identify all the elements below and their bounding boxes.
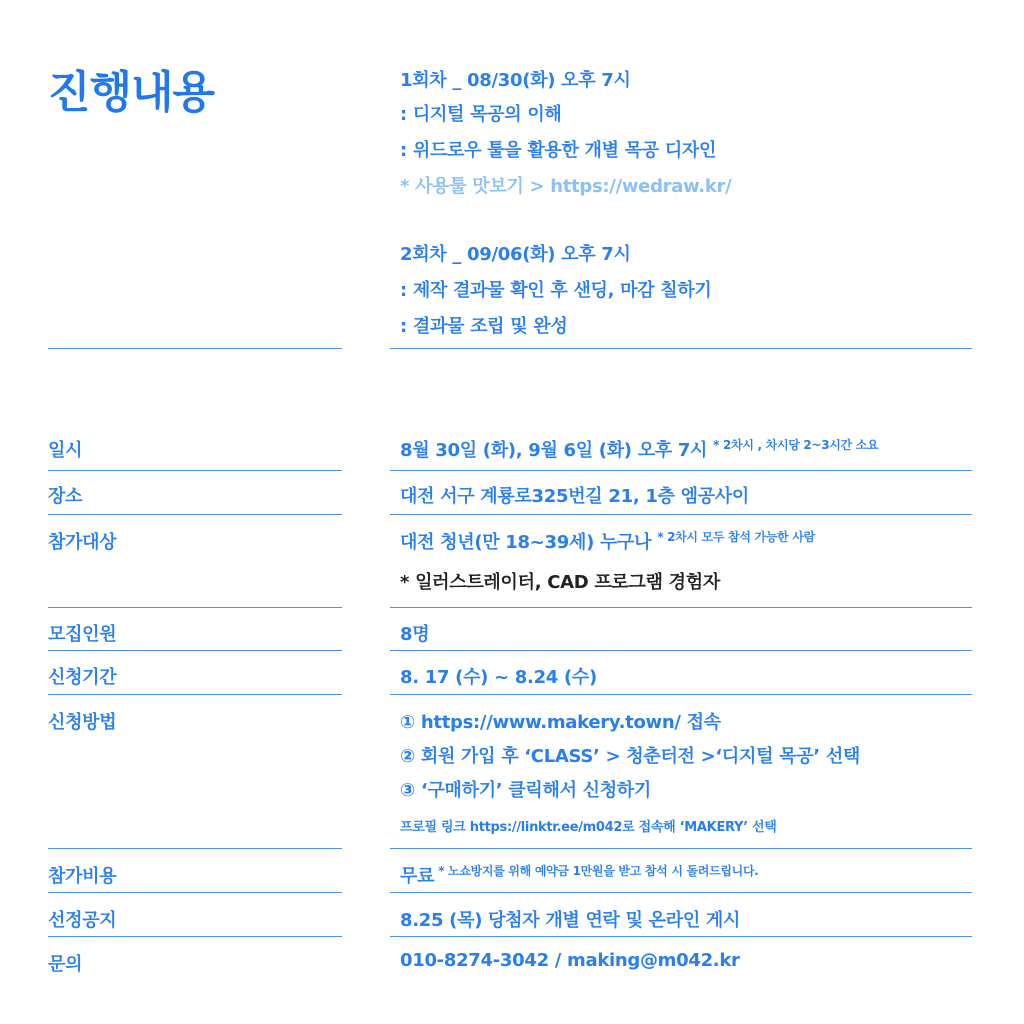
divider xyxy=(48,607,342,608)
label-contact: 문의 xyxy=(48,954,83,975)
divider xyxy=(390,470,972,471)
value-place: 대전 서구 계룡로325번길 21, 1층 엠공사이 xyxy=(400,486,749,507)
divider xyxy=(390,607,972,608)
method-step1[interactable]: ① https://www.makery.town/ 접속 xyxy=(400,712,721,733)
divider xyxy=(48,848,342,849)
session1-header: 1회차 _ 08/30(화) 오후 7시 xyxy=(400,70,631,91)
label-date: 일시 xyxy=(48,440,83,461)
value-period: 8. 17 (수) ~ 8.24 (수) xyxy=(400,667,597,688)
label-place: 장소 xyxy=(48,486,83,507)
value-fee xyxy=(400,862,759,888)
fee-text: 무료 xyxy=(400,866,435,887)
fee-note: * 노쇼방지를 위해 예약금 1만원을 받고 참석 시 돌려드립니다. xyxy=(438,864,759,878)
divider xyxy=(390,694,972,695)
session2-line2: : 결과물 조립 및 완성 xyxy=(400,316,568,337)
method-step3: ③ ‘구매하기’ 클릭해서 신청하기 xyxy=(400,780,651,801)
divider xyxy=(48,650,342,651)
divider xyxy=(48,936,342,937)
divider xyxy=(390,892,972,893)
method-step2: ② 회원 가입 후 ‘CLASS’ > 청춘터전 >‘디지털 목공’ 선택 xyxy=(400,746,860,767)
label-notice: 선정공지 xyxy=(48,910,117,931)
label-target: 참가대상 xyxy=(48,532,117,553)
value-target xyxy=(400,528,815,554)
session1-line1: : 디지털 목공의 이해 xyxy=(400,104,562,125)
divider-left xyxy=(48,348,342,349)
divider xyxy=(390,514,972,515)
target-note: * 2차시 모두 참석 가능한 사람 xyxy=(657,530,815,544)
session1-line2: : 위드로우 툴을 활용한 개별 목공 디자인 xyxy=(400,140,717,161)
value-capacity: 8명 xyxy=(400,624,430,645)
divider xyxy=(390,936,972,937)
session2-header: 2회차 _ 09/06(화) 오후 7시 xyxy=(400,244,631,265)
divider-right xyxy=(390,348,972,349)
value-contact[interactable]: 010-8274-3042 / making@m042.kr xyxy=(400,950,740,971)
value-date xyxy=(400,436,878,462)
session2-line1: : 제작 결과물 확인 후 샌딩, 마감 칠하기 xyxy=(400,280,712,301)
divider xyxy=(390,650,972,651)
target-extra: * 일러스트레이터, CAD 프로그램 경험자 xyxy=(400,572,720,593)
date-text: 8월 30일 (화), 9월 6일 (화) 오후 7시 xyxy=(400,440,708,461)
session1-link[interactable]: * 사용툴 맛보기 > https://wedraw.kr/ xyxy=(400,176,732,197)
page-title: 진행내용 xyxy=(48,67,215,118)
label-capacity: 모집인원 xyxy=(48,624,117,645)
divider xyxy=(48,694,342,695)
divider xyxy=(48,892,342,893)
divider xyxy=(48,470,342,471)
target-text: 대전 청년(만 18~39세) 누구나 xyxy=(400,532,652,553)
method-profile-link[interactable]: 프로필 링크 https://linktr.ee/m042로 접속해 ‘MAKERY’ 선택 xyxy=(400,820,777,835)
date-note: * 2차시 , 차시당 2~3시간 소요 xyxy=(713,438,879,452)
divider xyxy=(390,848,972,849)
divider xyxy=(48,514,342,515)
label-method: 신청방법 xyxy=(48,712,117,733)
label-fee: 참가비용 xyxy=(48,866,117,887)
value-notice: 8.25 (목) 당첨자 개별 연락 및 온라인 게시 xyxy=(400,910,741,931)
label-period: 신청기간 xyxy=(48,667,117,688)
